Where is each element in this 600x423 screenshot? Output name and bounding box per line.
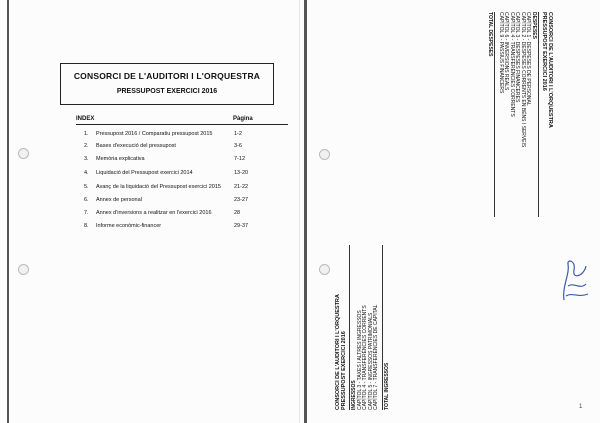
index-label: Avanç de la liquidació del Pressupost exercici 2015 bbox=[96, 184, 221, 190]
sheet-rule bbox=[495, 12, 496, 217]
sheet-row: CAPÍTOL 3 - TAXES I ALTRES INGRESSOS bbox=[356, 310, 363, 410]
rotated-budget-sheet-income bbox=[336, 245, 390, 410]
index-label: Informe econòmic-financer bbox=[96, 223, 162, 229]
sheet-row: CAPÍTOL 1 - DESPESES DE PERSONAL bbox=[525, 12, 532, 106]
index-number: 4. bbox=[84, 170, 89, 176]
index-number: 8. bbox=[84, 223, 89, 229]
index-label: Liquidació del Pressupost exercici 2014 bbox=[96, 170, 193, 176]
index-row bbox=[84, 210, 288, 219]
index-pages: 13-20 bbox=[234, 170, 249, 176]
index-label: Annex d'inversions a realitzar en l'exercici 2016 bbox=[96, 210, 212, 216]
punch-hole bbox=[18, 148, 29, 159]
sheet-row: CAPÍTOL 7 - TRANSFERÈNCIES DE CAPITAL bbox=[373, 304, 379, 410]
sheet-header: PRESSUPOST EXERCICI 2016 bbox=[340, 331, 347, 410]
page-column-heading: Pàgina bbox=[233, 116, 253, 122]
left-page-edge bbox=[7, 0, 9, 423]
fold-line bbox=[299, 0, 300, 423]
index-row bbox=[84, 143, 288, 152]
index-pages: 28 bbox=[234, 210, 241, 216]
sheet-row: CAPÍTOL 3 - DESPESES FINANCERES bbox=[514, 12, 521, 103]
index-number: 3. bbox=[84, 156, 89, 162]
rotated-budget-sheet-expenses bbox=[487, 12, 552, 217]
sheet-row: CAPÍTOL 2 - DESPESES CORRENTS EN BÉNS I SERVEIS bbox=[520, 12, 526, 148]
index-label: Annex de personal bbox=[96, 197, 142, 203]
index-rule bbox=[76, 124, 288, 125]
index-row bbox=[84, 131, 288, 140]
punch-hole bbox=[319, 264, 330, 275]
title-box bbox=[60, 63, 274, 105]
sheet-rule bbox=[382, 245, 383, 410]
sheet-row: CAPÍTOL 4 - TRANSFERÈNCIES CORRENTS bbox=[509, 12, 515, 117]
index-pages: 3-6 bbox=[234, 143, 242, 149]
sheet-org: CONSORCI DE L'AUDITORI I L'ORQUESTRA bbox=[335, 294, 341, 410]
sheet-row: CAPÍTOL 4 - TRANSFERÈNCIES CORRENTS bbox=[362, 305, 368, 410]
index-row bbox=[84, 223, 288, 232]
index-number: 1. bbox=[84, 131, 89, 137]
sheet-row: CAPÍTOL 9 - PASSIUS FINANCERS bbox=[498, 12, 504, 94]
index-pages: 29-37 bbox=[234, 223, 249, 229]
index-row bbox=[84, 170, 288, 179]
sheet-total: TOTAL DESPESES bbox=[487, 12, 494, 57]
index-label: Memòria explicativa bbox=[96, 156, 145, 162]
index-row bbox=[84, 156, 288, 165]
index-heading: INDEX bbox=[76, 116, 95, 122]
index-number: 6. bbox=[84, 197, 89, 203]
index-number: 7. bbox=[84, 210, 89, 216]
index-number: 5. bbox=[84, 184, 89, 190]
sheet-section: INGRESSOS bbox=[351, 380, 357, 410]
signature-icon bbox=[558, 256, 592, 306]
index-label: Pressupost 2016 / Comparatiu pressupost 2015 bbox=[96, 131, 213, 137]
center-page-edge bbox=[304, 0, 307, 423]
sheet-org: CONSORCI DE L'AUDITORI I L'ORQUESTRA bbox=[547, 12, 553, 128]
punch-hole bbox=[18, 264, 29, 275]
index-pages: 23-27 bbox=[234, 197, 249, 203]
index-pages: 7-12 bbox=[234, 156, 246, 162]
sheet-section: DESPESES bbox=[531, 12, 537, 39]
sheet-row: CAPÍTOL 6 - INVERSIONS REALS bbox=[503, 12, 510, 91]
index-number: 2. bbox=[84, 143, 89, 149]
sheet-rule bbox=[349, 245, 350, 410]
sheet-row: CAPÍTOL 5 - INGRESSOS PATRIMONIALS bbox=[367, 312, 374, 410]
index-row bbox=[84, 197, 288, 206]
index-label: Bases d'execució del pressupost bbox=[96, 143, 176, 149]
sheet-total: TOTAL INGRESSOS bbox=[383, 362, 390, 410]
index-pages: 21-22 bbox=[234, 184, 249, 190]
sheet-header: PRESSUPOST EXERCICI 2016 bbox=[541, 12, 548, 91]
sheet-rule bbox=[538, 12, 539, 217]
punch-hole bbox=[319, 149, 330, 160]
document-subtitle: PRESSUPOST EXERCICI 2016 bbox=[116, 88, 218, 95]
index-pages: 1-2 bbox=[234, 131, 242, 137]
index-row bbox=[84, 184, 288, 193]
document-title: CONSORCI DE L'AUDITORI I L'ORQUESTRA bbox=[73, 71, 261, 81]
page-mark: 1 bbox=[579, 404, 583, 410]
